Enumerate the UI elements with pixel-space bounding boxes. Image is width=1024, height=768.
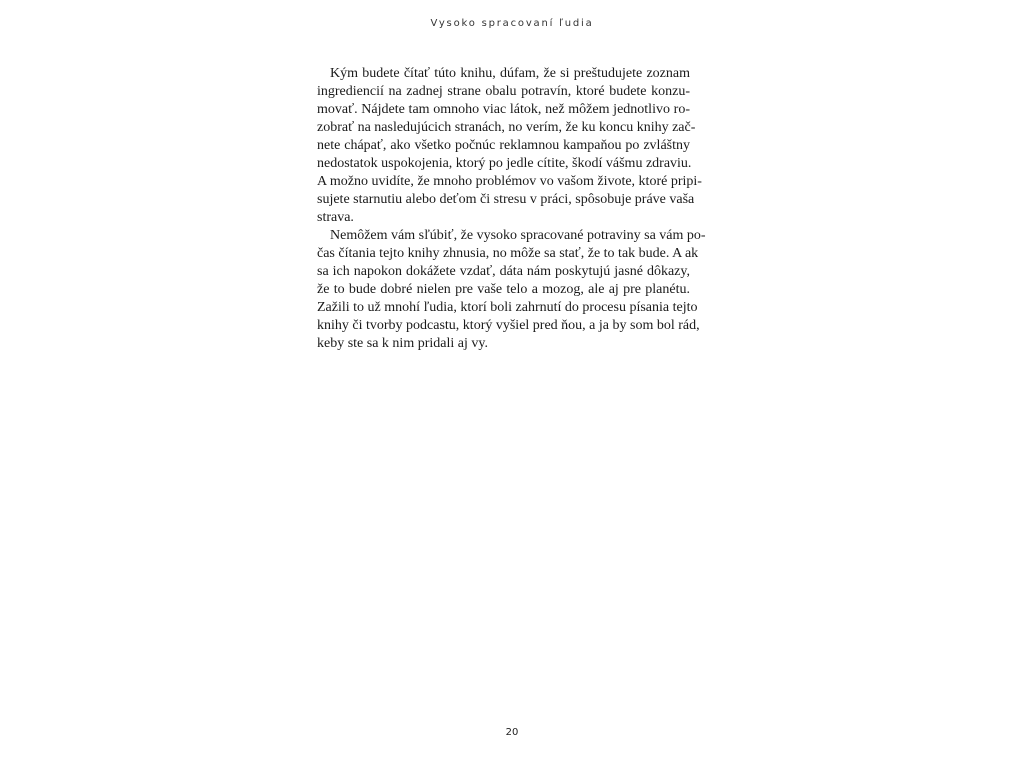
text-line: ingrediencií na zadnej strane obalu potravín, ktoré budete konzu- [317, 84, 690, 99]
text-line: Zažili to už mnohí ľudia, ktorí boli zahrnutí do procesu písania tejto [317, 300, 698, 315]
paragraph [317, 227, 706, 353]
text-line: movať. Nájdete tam omnoho viac látok, než môžem jednotlivo ro- [317, 102, 690, 117]
text-line: Kým budete čítať túto knihu, dúfam, že si preštudujete zoznam [330, 66, 690, 81]
text-line: zobrať na nasledujúcich stranách, no verím, že ku koncu knihy zač- [317, 120, 696, 135]
text-line: že to bude dobré nielen pre vaše telo a mozog, ale aj pre planétu. [317, 282, 690, 297]
page-number: 20 [505, 727, 519, 738]
text-line: čas čítania tejto knihy zhnusia, no môže sa stať, že to tak bude. A ak [317, 246, 699, 261]
text-line: sujete starnutiu alebo deťom či stresu v práci, spôsobuje práve vaša [317, 192, 695, 207]
text-line: sa ich napokon dokážete vzdať, dáta nám poskytujú jasné dôkazy, [317, 264, 690, 279]
text-line: nedostatok uspokojenia, ktorý po jedle cítite, škodí vášmu zdraviu. [317, 156, 692, 171]
running-header: Vysoko spracovaní ľudia [430, 18, 594, 29]
body-text [317, 65, 706, 353]
paragraph [317, 65, 702, 227]
text-line: strava. [317, 210, 354, 225]
text-line: nete chápať, ako všetko počnúc reklamnou kampaňou po zvláštny [317, 138, 690, 153]
text-line: keby ste sa k nim pridali aj vy. [317, 336, 488, 351]
text-line: knihy či tvorby podcastu, ktorý vyšiel pred ňou, a ja by som bol rád, [317, 318, 700, 333]
text-line: Nemôžem vám sľúbiť, že vysoko spracované potraviny sa vám po- [330, 228, 706, 243]
text-line: A možno uvidíte, že mnoho problémov vo vašom živote, ktoré pripi- [317, 174, 702, 189]
